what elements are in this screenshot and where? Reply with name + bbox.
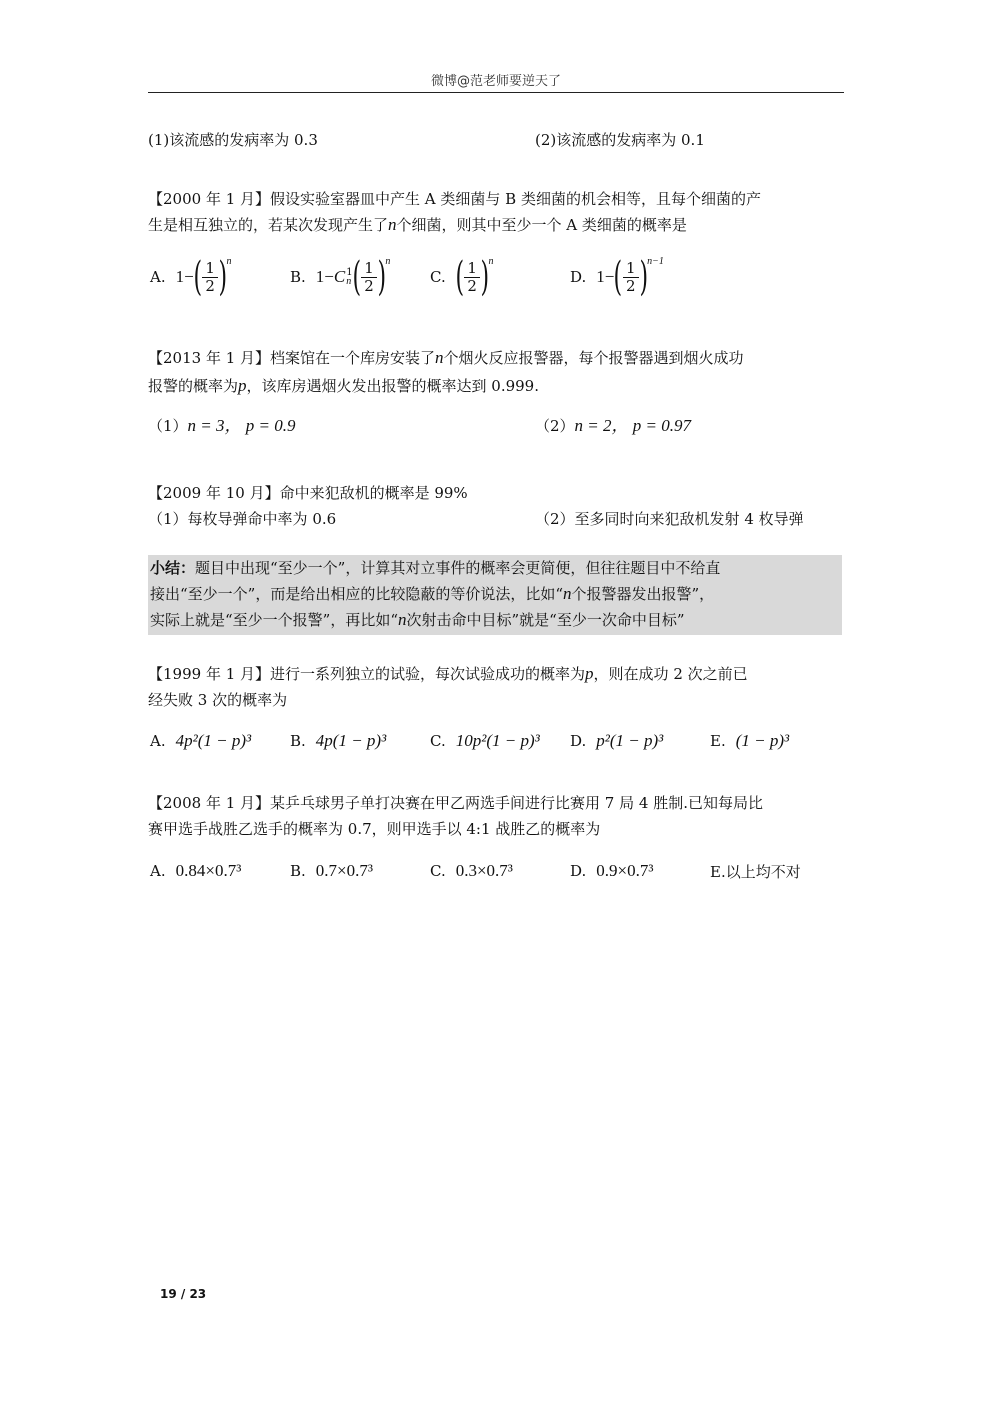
q1-option-b: B. 1 − C 1 n ( $\frac{1}{2}$ ) n <box>290 254 391 300</box>
q3-item-1: （1）每枚导弹命中率为 0.6 <box>148 510 337 528</box>
page-header <box>148 70 844 93</box>
q1-tag: 【2000 年 1 月】 <box>148 190 271 208</box>
q2-item-1: （1）n = 3， p = 0.9 <box>148 416 296 435</box>
page-number: 19 / 23 <box>160 1287 207 1301</box>
q1-var-n: n <box>388 215 397 234</box>
q5-option-e: E.以上均不对 <box>710 862 801 881</box>
q5-option-b: B. 0.7×0.7³ <box>290 861 373 880</box>
summary-box: 小结：题目中出现“至少一个”，计算其对立事件的概率会更简便，但往往题目中不给直 接出“至少一个”，而是给出相应的比较隐蔽的等价说法，比如“n个报警器发出报警”， 实际上就是“至少一个报警”，再比如“n次射击命中目标”就是“至少一次命中目标” <box>148 555 842 635</box>
q5-stem: 【2008 年 1 月】某乒乓球男子单打决赛在甲乙两选手间进行比赛用 7 局 4 胜制.已知每局比 赛甲选手战胜乙选手的概率为 0.7，则甲选手以 4:1 战胜乙的概率为 <box>148 794 763 838</box>
q1-option-b-label: B. <box>290 268 306 286</box>
q1-text-b2: 个细菌，则其中至少一个 A 类细菌的概率是 <box>396 216 687 234</box>
q4-option-a: A. 4p²(1 − p)³ <box>150 731 252 750</box>
q0-item-2: (2)该流感的发病率为 0.1 <box>535 131 705 149</box>
q1-option-c: C. ( $\frac{1}{2}$ ) n <box>430 254 494 300</box>
q3-item-2: （2）至多同时向来犯敌机发射 4 枚导弹 <box>535 510 804 528</box>
q4-tag: 【1999 年 1 月】 <box>148 665 271 683</box>
q5-option-c: C. 0.3×0.7³ <box>430 861 513 880</box>
q2-tag: 【2013 年 1 月】 <box>148 349 271 367</box>
q4-option-d: D. p²(1 − p)³ <box>570 731 664 750</box>
q2-stem: 【2013 年 1 月】档案馆在一个库房安装了n个烟火反应报警器，每个报警器遇到烟火成功 报警的概率为p，该库房遇烟火发出报警的概率达到 0.999. <box>148 348 744 395</box>
q4-option-c: C. 10p²(1 − p)³ <box>430 731 540 750</box>
q1-option-d-label: D. <box>570 268 587 286</box>
q0-item-1: (1)该流感的发病率为 0.3 <box>148 131 318 149</box>
q1-option-c-label: C. <box>430 268 446 286</box>
q1-text-b1: 生是相互独立的，若某次发现产生了 <box>148 216 389 234</box>
q4-option-e: E. (1 − p)³ <box>710 731 790 750</box>
q1-option-d: D. 1 − ( $\frac{1}{2}$ ) n−1 <box>570 254 664 300</box>
header-text: 微博@范老师要逆天了 <box>430 74 561 89</box>
q1-option-a: A. 1 − ( $\frac{1}{2}$ ) n <box>150 254 232 300</box>
q5-option-a: A. 0.84×0.7³ <box>150 861 242 880</box>
q1-option-a-label: A. <box>150 268 166 286</box>
summary-label: 小结： <box>150 559 196 577</box>
q1-text-a: 假设实验室器皿中产生 A 类细菌与 B 类细菌的机会相等，且每个细菌的产 <box>270 190 761 208</box>
q4-option-b: B. 4p(1 − p)³ <box>290 731 387 750</box>
q3-stem: 【2009 年 10 月】命中来犯敌机的概率是 99% <box>148 484 468 502</box>
q2-item-2: （2）n = 2， p = 0.97 <box>535 416 691 435</box>
q4-stem: 【1999 年 1 月】进行一系列独立的试验，每次试验成功的概率为p，则在成功 2 次之前已 经失败 3 次的概率为 <box>148 664 748 709</box>
q5-tag: 【2008 年 1 月】 <box>148 794 271 812</box>
q1-stem <box>148 186 842 238</box>
q5-option-d: D. 0.9×0.7³ <box>570 861 654 880</box>
q3-tag: 【2009 年 10 月】 <box>148 484 280 502</box>
